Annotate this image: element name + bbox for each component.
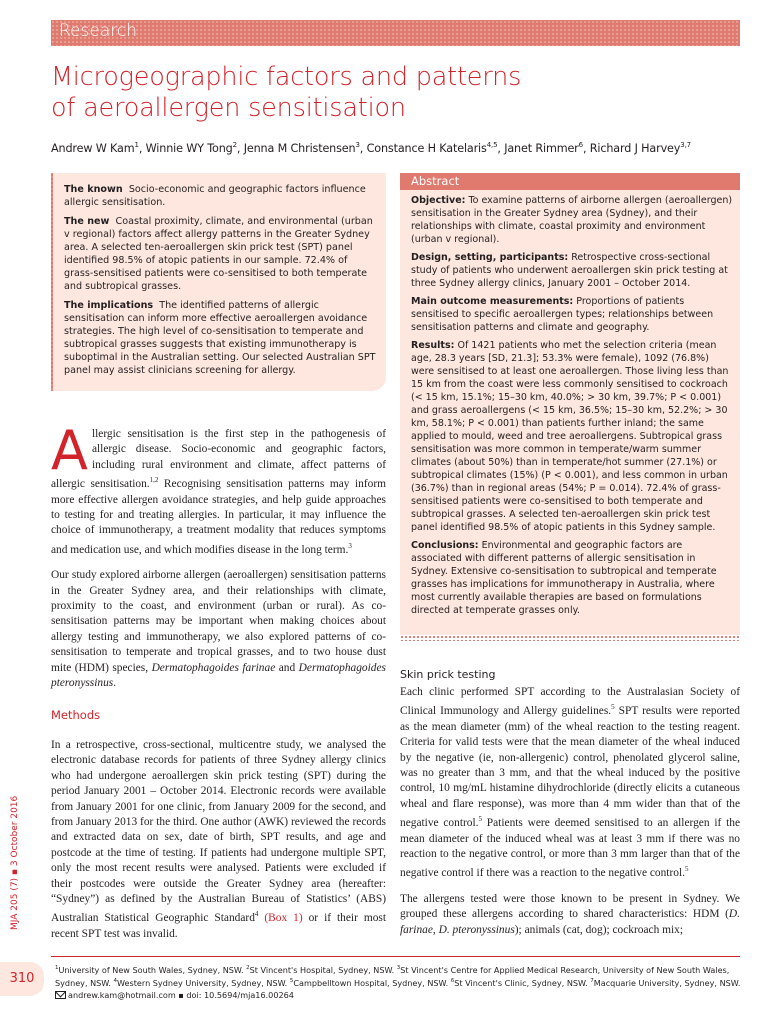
author-name: Janet Rimmer xyxy=(504,142,579,155)
affiliation-text: St Vincent's Hospital, Sydney, NSW. xyxy=(249,965,397,975)
affiliation-number: 7 xyxy=(590,978,594,985)
affiliation-text: Western Sydney University, Sydney, NSW. xyxy=(117,978,290,989)
summary-new xyxy=(64,215,378,293)
summary-new-text: Coastal proximity, climate, and environmental (urban v regional) factors affect allergy patterns in the Greater Sydney area. A selected ten-aeroallergen skin prick test (SPT) panel identified 98.5% of atopic patients in our sample. 72.4% of grass-sensitised patients were co-sensitised to both temperate and subtropical grasses. xyxy=(64,216,373,292)
methods-text: In a retrospective, cross-sectional, multicentre study, we analysed the electronic database records for patients of three Sydney allergy clinics who had undergone aeroallergen skin prick testing (SPT) during the period January 2001 – October 2014. Electronic records were available from January 2001 for one clinic, from January 2009 for the second, and from January 2013 for the third. One author (AWK) reviewed the records and extracted data on sex, date of birth, SPT results, and age and postcode at the time of testing. If patients had undergone multiple SPT, only the most recent results were analysed. Patients were excluded if their postcodes were outside the Greater Sydney area (hereafter: “Sydney”) as defined by the Australian Bureau of Statistics’ (ABS) Australian Statistical Geographic Standard xyxy=(51,739,386,925)
species-name: D. pteronyssinus xyxy=(438,923,515,936)
summary-implications xyxy=(64,299,378,377)
author-affiliation: 4,5 xyxy=(486,141,498,149)
page-number: 310 xyxy=(0,962,44,996)
spt-heading: Skin prick testing xyxy=(400,668,496,681)
abstract-body xyxy=(400,190,740,635)
affiliations xyxy=(55,963,745,1001)
author-name: Constance H Katelaris xyxy=(366,142,487,155)
intro-text: Recognising sensitisation patterns may inform more effective allergen avoidance strategies, and help guide approaches to testing for and treating allergies. In particular, it may influence the choice of immunotherapy, a treatment modality that reduces symptoms and medication use, and which modifies disease in the long term. xyxy=(51,478,386,556)
abstract-design-label: Design, setting, participants: xyxy=(411,252,569,263)
affiliation-number: 6 xyxy=(450,978,455,985)
abstract-outcome-text: Proportions of patients sensitised to specific aeroallergen types; relationships between sensitisation patterns and climate and geography. xyxy=(411,296,714,333)
title-line-1: Microgeographic factors and patterns xyxy=(51,62,522,92)
spt-text: ); animals (cat, dog); cockroach mix; xyxy=(514,923,684,936)
email-icon xyxy=(55,991,66,999)
spt-text: SPT results were reported as the mean diameter (mm) of the wheal reaction to the testing reagent. Criteria for valid tests were that the mean diameter of the wheal induced by the negative (ie, non-allergenic) control, phenolated glycerol saline, was no greater than 3 mm, and that the wheal induced by the positive control, 10 mg/mL histamine dihydrochloride (directly elicits a cutaneous wheal and flare response), was more than 4 mm wider than that of the negative control. xyxy=(400,705,740,830)
author-name: Winnie WY Tong xyxy=(145,142,233,155)
summary-implications-label: The implications xyxy=(64,300,154,311)
journal-citation: MJA 205 (7) ▪ 3 October 2016 xyxy=(10,795,20,930)
methods-text: or if their most recent SPT test was invalid. xyxy=(51,912,386,940)
affiliation-number: 5 xyxy=(289,978,294,985)
box-1-link[interactable]: (Box 1) xyxy=(264,912,303,925)
email-link[interactable]: andrew.kam@hotmail.com xyxy=(68,989,176,1000)
section-label: Research xyxy=(59,21,137,41)
abstract-results xyxy=(411,339,734,534)
spt-text: The allergens tested were those known to be present in Sydney. We grouped these allergens according to shared characteristics: HDM ( xyxy=(400,892,740,921)
author-affiliation: 3 xyxy=(355,141,360,149)
spt-text: Patients were deemed sensitised to an allergen if the mean diameter of the induced wheal was at least 3 mm if there was no reaction to the negative control, or more than 3 mm larger than that of the negative control if there was a reaction to the negative control. xyxy=(400,817,741,880)
abstract-results-label: Results: xyxy=(411,340,455,351)
summary-known-label: The known xyxy=(64,184,123,195)
affiliation-text: Campbelltown Hospital, Sydney, NSW. xyxy=(293,978,451,989)
citation-ref: 3 xyxy=(348,541,352,550)
abstract-results-text: Of 1421 patients who met the selection criteria (mean age, 28.3 years [SD, 21.3]; 53.3% were female), 1092 (76.8%) were sensitised to at least one aeroallergen. Those living less than 15 km from the coast were less commonly sensitised to cockroach (< 15 km, 15.1%; 15–30 km, 40.0%; > 30 km, 39.7%; P < 0.001) and grass aeroallergens (< 15 km, 36.5%; 15–30 km, 52.2%; > 30 km, 58.1%; P < 0.001) than patients further inland; the same applied to mould, weed and tree aeroallergens. Subtropical grass sensitisation was more common in temperate/warm summer climates (about 50%) than in temperate/hot summer (27.1%) or subtropical climates (15%) (P < 0.001), and less common in urban (36.7%) than in regional areas (54%; P = 0.014). 72.4% of grass-sensitised patients were co-sensitised to both temperate and subtropical grasses. A selected ten-aeroallergen skin prick test panel identified 98.5% of atopic patients in this Sydney sample. xyxy=(411,340,729,533)
spt-text: , xyxy=(432,923,439,936)
abstract-objective xyxy=(411,194,734,246)
methods-paragraph xyxy=(51,738,386,942)
summary-implications-text: The identified patterns of allergic sensitisation can inform more effective aeroallergen avoidance strategies. The high level of co-sensitisation to temperate and subtropical grasses suggests that existing immunotherapy is suboptimal in the Australian setting. Our selected Australian SPT panel may assist clinicians screening for allergy. xyxy=(64,300,376,376)
article-title xyxy=(51,62,741,124)
spt-paragraph-2 xyxy=(400,892,740,938)
summary-known-text: Socio-economic and geographic factors influence allergic sensitisation. xyxy=(64,184,366,208)
abstract-conclusions-label: Conclusions: xyxy=(411,540,479,551)
abstract-objective-label: Objective: xyxy=(411,195,466,206)
abstract-outcome-label: Main outcome measurements: xyxy=(411,296,574,307)
doi-text: ▪ doi: 10.5694/mja16.00264 xyxy=(175,989,294,1000)
affiliation-number: 4 xyxy=(113,978,118,985)
author-list: Andrew W Kam$^1$, Winnie WY Tong$^2$, Jenna M Christensen$^3$, Constance H Katelaris$^{4,5}$, Janet Rimmer$^6$, Richard J Harvey$^{3,7}$ xyxy=(51,141,691,155)
affiliation-text: St Vincent's Centre for Applied Medical Research, University of New South Wales, Sydney, NSW. xyxy=(55,965,730,989)
title-line-2: of aeroallergen sensitisation xyxy=(51,93,406,123)
abstract-design-text: Retrospective cross-sectional study of patients who underwent aeroallergen skin prick testing at three Sydney allergy clinics, January 2001 – October 2014. xyxy=(411,252,728,289)
citation-ref: 4 xyxy=(254,910,259,919)
abstract-outcome xyxy=(411,295,734,334)
methods-heading: Methods xyxy=(51,708,101,722)
spt-section xyxy=(400,685,740,948)
abstract-bottom-bar xyxy=(400,635,740,641)
spt-text: Each clinic performed SPT according to the Australasian Society of Clinical Immunology and Allergy guidelines. xyxy=(400,686,740,718)
abstract-heading: Abstract xyxy=(400,173,740,190)
intro-text: and xyxy=(275,661,299,674)
citation-ref: 5 xyxy=(611,703,615,712)
abstract-design xyxy=(411,251,734,290)
author-name: Jenna M Christensen xyxy=(243,142,356,155)
affiliation-number: 3 xyxy=(396,965,401,971)
intro-paragraph-2 xyxy=(51,568,386,691)
author-name: Richard J Harvey xyxy=(589,142,681,155)
species-name: Dermatophagoides farinae xyxy=(151,661,276,674)
drop-cap: A xyxy=(51,419,88,482)
species-name: Dermatophagoides pteronyssinus xyxy=(51,661,386,690)
abstract-conclusions xyxy=(411,539,734,617)
intro-text: llergic sensitisation is the first step in the pathogenesis of allergic disease. Socio-economic and geographic factors, including rural environment and climate, affect patterns of allergic sensitisation. xyxy=(51,428,386,491)
author-affiliation: 1 xyxy=(134,141,139,149)
footer-divider xyxy=(51,956,740,957)
intro-text: Our study explored airborne allergen (aeroallergen) sensitisation patterns in the Greater Sydney area, and their relationships with climate, proximity to the coast, and environment (urban or rural). As co-sensitisation patterns may be important when making choices about allergy testing and immunotherapy, we also explored patterns of co-sensitisation to temperate and tropical grasses, and to two house dust mite (HDM) species, xyxy=(51,569,386,674)
spt-paragraph-1 xyxy=(400,685,740,882)
author-affiliation: 3,7 xyxy=(680,141,691,149)
author-affiliation: 6 xyxy=(578,141,583,149)
citation-ref: 5 xyxy=(684,865,689,874)
author-name: Andrew W Kam xyxy=(51,142,135,155)
affiliation-text: Macquarie University, Sydney, NSW. xyxy=(593,978,741,989)
abstract-conclusions-text: Environmental and geographic factors are associated with different patterns of allergic sensitisation in Sydney. Extensive co-sensitisation to subtropical and temperate grasses has implications for immunotherapy in Australia, where most currently available therapies are based on formulations directed at temperate grasses only. xyxy=(411,540,717,616)
citation-ref: 5 xyxy=(478,815,482,824)
affiliation-text: St Vincent's Clinic, Sydney, NSW. xyxy=(454,978,591,989)
abstract-objective-text: To examine patterns of airborne allergen (aeroallergen) sensitisation in the Greater Sydney area (Sydney), and their relationships with climate, coastal proximity and environment (urban v regional). xyxy=(411,195,733,245)
summary-new-label: The new xyxy=(64,216,110,227)
citation-ref: 1,2 xyxy=(149,476,159,485)
introduction xyxy=(51,419,386,702)
summary-known xyxy=(64,183,378,209)
affiliation-number: 2 xyxy=(246,965,250,971)
species-name: D. farinae xyxy=(400,908,740,936)
summary-box xyxy=(51,173,386,391)
author-affiliation: 2 xyxy=(232,141,237,149)
affiliation-number: 1 xyxy=(55,965,59,971)
section-band xyxy=(51,20,740,46)
affiliation-text: University of New South Wales, Sydney, NSW. xyxy=(58,965,247,975)
intro-paragraph-1 xyxy=(51,419,386,558)
intro-text: . xyxy=(113,677,117,690)
